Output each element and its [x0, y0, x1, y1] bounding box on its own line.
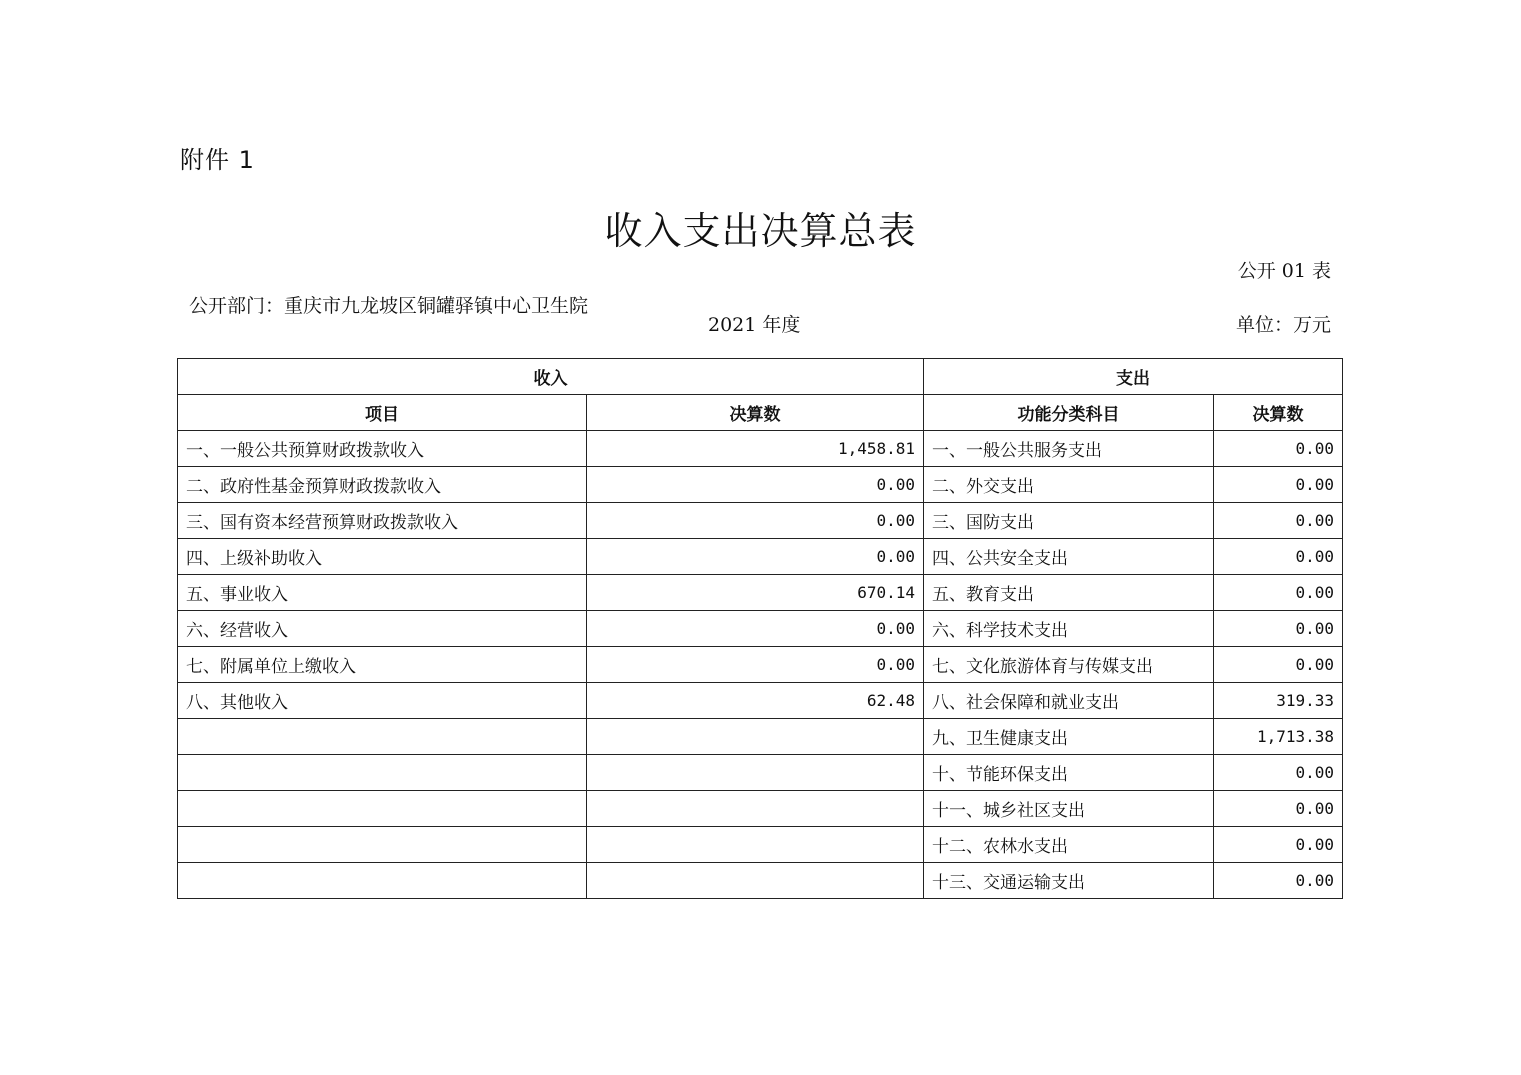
table-row — [178, 539, 1343, 575]
income-item-cell: 四、上级补助收入 — [178, 539, 587, 575]
income-item-cell: 六、经营收入 — [178, 611, 587, 647]
expense-item-cell: 十、节能环保支出 — [924, 755, 1214, 791]
expense-item-cell: 二、外交支出 — [924, 467, 1214, 503]
table-code: 公开 01 表 — [1237, 260, 1331, 282]
income-amount-cell: 1,458.81 — [587, 431, 924, 467]
expense-amount-cell: 0.00 — [1214, 863, 1343, 899]
income-amount-cell — [587, 755, 924, 791]
table-row — [178, 575, 1343, 611]
expense-group-header: 支出 — [924, 359, 1343, 395]
table-row — [178, 611, 1343, 647]
income-amount-cell: 0.00 — [587, 467, 924, 503]
income-item-cell: 五、事业收入 — [178, 575, 587, 611]
income-item-cell — [178, 755, 587, 791]
table-row — [178, 863, 1343, 899]
table-row — [178, 683, 1343, 719]
table-row — [178, 503, 1343, 539]
income-amount-cell: 0.00 — [587, 647, 924, 683]
expense-item-cell: 十二、农林水支出 — [924, 827, 1214, 863]
expense-amount-cell: 319.33 — [1214, 683, 1343, 719]
income-amount-cell: 670.14 — [587, 575, 924, 611]
expense-amount-cell: 0.00 — [1214, 647, 1343, 683]
table-row — [178, 431, 1343, 467]
income-item-cell: 三、国有资本经营预算财政拨款收入 — [178, 503, 587, 539]
expense-function-header: 功能分类科目 — [924, 395, 1214, 431]
expense-item-cell: 十一、城乡社区支出 — [924, 791, 1214, 827]
income-item-cell — [178, 791, 587, 827]
expense-item-cell: 七、文化旅游体育与传媒支出 — [924, 647, 1214, 683]
department-label: 公开部门：重庆市九龙坡区铜罐驿镇中心卫生院 — [189, 295, 589, 317]
income-amount-cell — [587, 863, 924, 899]
fiscal-year: 2021 年度 — [708, 314, 801, 336]
expense-item-cell: 一、一般公共服务支出 — [924, 431, 1214, 467]
income-amount-header: 决算数 — [587, 395, 924, 431]
attachment-label: 附件 1 — [180, 146, 255, 174]
expense-amount-header: 决算数 — [1214, 395, 1343, 431]
unit-label: 单位：万元 — [1235, 314, 1331, 336]
income-amount-cell: 62.48 — [587, 683, 924, 719]
table-row — [178, 647, 1343, 683]
table-row — [178, 719, 1343, 755]
table-row — [178, 755, 1343, 791]
income-item-header: 项目 — [178, 395, 587, 431]
expense-amount-cell: 0.00 — [1214, 431, 1343, 467]
expense-item-cell: 十三、交通运输支出 — [924, 863, 1214, 899]
expense-item-cell: 三、国防支出 — [924, 503, 1214, 539]
income-item-cell — [178, 719, 587, 755]
expense-amount-cell: 0.00 — [1214, 827, 1343, 863]
expense-amount-cell: 0.00 — [1214, 611, 1343, 647]
expense-amount-cell: 1,713.38 — [1214, 719, 1343, 755]
income-item-cell: 二、政府性基金预算财政拨款收入 — [178, 467, 587, 503]
expense-item-cell: 五、教育支出 — [924, 575, 1214, 611]
income-group-header: 收入 — [178, 359, 924, 395]
income-item-cell: 八、其他收入 — [178, 683, 587, 719]
expense-amount-cell: 0.00 — [1214, 755, 1343, 791]
income-amount-cell — [587, 791, 924, 827]
income-item-cell — [178, 827, 587, 863]
expense-amount-cell: 0.00 — [1214, 503, 1343, 539]
income-expense-table — [177, 358, 1343, 899]
income-amount-cell: 0.00 — [587, 611, 924, 647]
table-body — [178, 431, 1343, 899]
expense-item-cell: 九、卫生健康支出 — [924, 719, 1214, 755]
expense-item-cell: 八、社会保障和就业支出 — [924, 683, 1214, 719]
expense-item-cell: 四、公共安全支出 — [924, 539, 1214, 575]
income-amount-cell — [587, 827, 924, 863]
expense-amount-cell: 0.00 — [1214, 575, 1343, 611]
income-amount-cell — [587, 719, 924, 755]
expense-amount-cell: 0.00 — [1214, 791, 1343, 827]
expense-amount-cell: 0.00 — [1214, 467, 1343, 503]
income-item-cell: 七、附属单位上缴收入 — [178, 647, 587, 683]
group-header-row — [178, 359, 1343, 395]
column-header-row — [178, 395, 1343, 431]
table-row — [178, 827, 1343, 863]
table-row — [178, 467, 1343, 503]
income-item-cell — [178, 863, 587, 899]
expense-amount-cell: 0.00 — [1214, 539, 1343, 575]
page-title: 收入支出决算总表 — [604, 209, 917, 253]
income-amount-cell: 0.00 — [587, 539, 924, 575]
table-row — [178, 791, 1343, 827]
income-amount-cell: 0.00 — [587, 503, 924, 539]
income-item-cell: 一、一般公共预算财政拨款收入 — [178, 431, 587, 467]
expense-item-cell: 六、科学技术支出 — [924, 611, 1214, 647]
